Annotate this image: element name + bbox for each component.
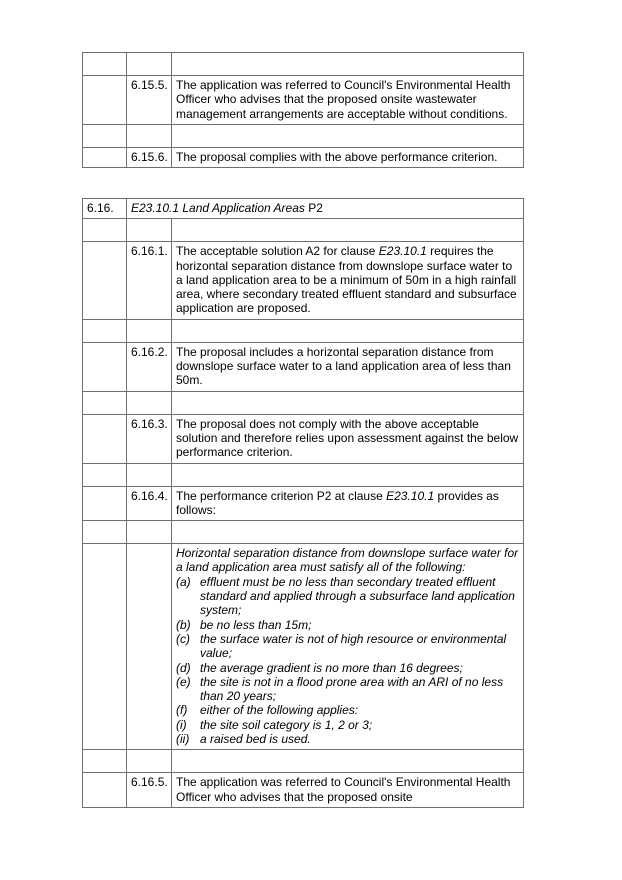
section-title-criterion: P2 xyxy=(304,201,323,215)
assessment-table-6-15 xyxy=(82,52,524,168)
clause-reference: E23.10.1 xyxy=(386,488,435,503)
clause-text xyxy=(172,242,524,319)
clause-text: The proposal includes a horizontal separation distance from downslope surface water to a land application area of less than 50m. xyxy=(172,342,524,391)
item-label: (f) xyxy=(176,703,188,718)
item-text: be no less than 15m; xyxy=(200,617,312,632)
table-row-blank xyxy=(83,463,524,486)
clause-text: The application was referred to Council's Environmental Health Officer who advises that the proposed onsite wastewater management arrangements are acceptable without conditions. xyxy=(172,76,524,125)
text-run: The acceptable solution A2 for clause xyxy=(176,244,379,259)
table-row xyxy=(83,486,524,521)
section-heading-row xyxy=(83,199,524,219)
clause-text: The proposal does not comply with the above acceptable solution and therefore relies upon assessment against the below performance criterion. xyxy=(172,414,524,463)
table-row-blank xyxy=(83,124,524,147)
criterion-item xyxy=(176,732,519,746)
criterion-item xyxy=(176,703,519,717)
text-run: requires the horizontal separation distance from downslope surface water to a land application area to be a minimum of 50m in a high rainfall area, where secondary treated effluent standard and subsurface application are proposed. xyxy=(176,244,517,316)
table-row-blank xyxy=(83,750,524,773)
criterion-lead: Horizontal separation distance from downslope surface water for a land application area must satisfy all of the following: xyxy=(176,546,519,575)
criterion-item xyxy=(176,718,519,732)
clause-reference: E23.10.1 xyxy=(378,244,427,259)
criterion-item xyxy=(176,675,519,704)
criterion-item xyxy=(176,618,519,632)
item-text: the site is not in a flood prone area with an ARI of no less than 20 years; xyxy=(200,674,504,704)
table-row xyxy=(83,76,524,125)
clause-number: 6.15.5. xyxy=(127,76,172,125)
item-label: (d) xyxy=(176,660,191,675)
item-text: a raised bed is used. xyxy=(200,732,311,747)
section-number: 6.16. xyxy=(83,199,127,219)
clause-number: 6.15.6. xyxy=(127,147,172,167)
clause-number: 6.16.3. xyxy=(127,414,172,463)
table-row-blank xyxy=(83,319,524,342)
item-text: the site soil category is 1, 2 or 3; xyxy=(200,717,373,732)
criterion-item xyxy=(176,632,519,661)
table-row-blank xyxy=(83,521,524,544)
assessment-table-6-16 xyxy=(82,198,524,808)
clause-number: 6.16.2. xyxy=(127,342,172,391)
item-text: the average gradient is no more than 16 degrees; xyxy=(200,660,463,675)
section-title xyxy=(127,199,524,219)
item-label: (e) xyxy=(176,674,191,689)
table-row-blank xyxy=(83,53,524,76)
criterion-item xyxy=(176,575,519,618)
item-label: (i) xyxy=(176,717,187,732)
item-label: (ii) xyxy=(176,732,190,747)
table-row xyxy=(83,147,524,167)
item-text: either of the following applies: xyxy=(200,703,359,718)
section-title-clause: E23.10.1 Land Application Areas xyxy=(131,201,305,215)
table-row-blank xyxy=(83,391,524,414)
item-label: (a) xyxy=(176,574,191,589)
text-run: The performance criterion P2 at clause xyxy=(176,488,387,503)
clause-number: 6.16.1. xyxy=(127,242,172,319)
table-row xyxy=(83,342,524,391)
table-row-blank xyxy=(83,219,524,242)
performance-criterion-quote xyxy=(172,544,524,750)
clause-text: The application was referred to Council's Environmental Health Officer who advises that the proposed onsite xyxy=(172,773,524,808)
table-row xyxy=(83,414,524,463)
text-run: provides as follows: xyxy=(176,488,499,517)
clause-number: 6.16.4. xyxy=(127,486,172,521)
item-text: the surface water is not of high resource or environmental value; xyxy=(200,631,507,661)
criterion-item xyxy=(176,661,519,675)
clause-text xyxy=(172,486,524,521)
clause-text: The proposal complies with the above performance criterion. xyxy=(172,147,524,167)
table-row xyxy=(83,773,524,808)
item-label: (b) xyxy=(176,617,191,632)
table-row xyxy=(83,242,524,319)
item-text: effluent must be no less than secondary treated effluent standard and applied through a subsurface land application system; xyxy=(200,574,515,618)
criterion-row xyxy=(83,544,524,750)
item-label: (c) xyxy=(176,631,190,646)
clause-number: 6.16.5. xyxy=(127,773,172,808)
